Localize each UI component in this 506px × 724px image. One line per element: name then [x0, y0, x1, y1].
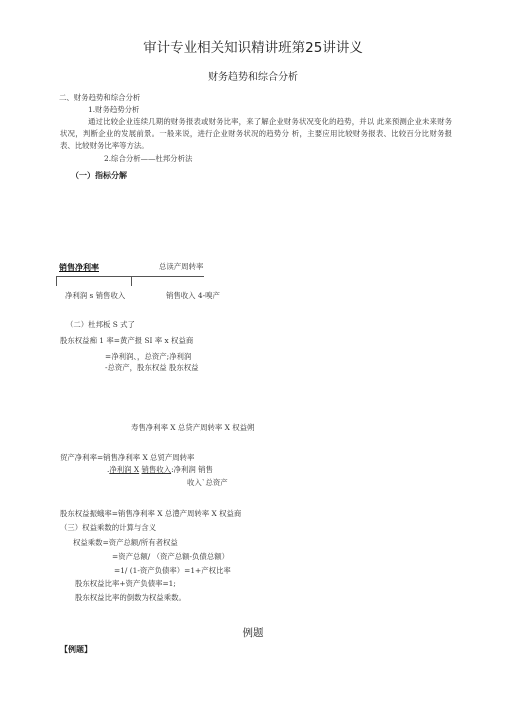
- subsection-indicator-decomposition: （一）指标分解: [71, 170, 127, 180]
- roa-line2-part-b: 销售收入: [141, 465, 172, 474]
- subsection-dupont-formula: （二）杜邦板 S 式了: [66, 320, 135, 329]
- net-margin-label: 销售净利率: [59, 262, 99, 272]
- subsection-equity-multiplier: （三）权益乘数的计算与含义: [60, 523, 157, 532]
- equity-multiplier-line3: =1/ (1-资产负债率）=1+产权比率: [114, 566, 231, 575]
- roe-formula-line3: -总资产，股东权益 股东权益: [105, 363, 199, 372]
- turnover-formula: 销售收入 4-嗅产: [166, 291, 220, 300]
- tree-horizontal-line: [56, 276, 204, 277]
- roa-formula-line3: 收入`总资产: [187, 478, 228, 487]
- equity-multiplier-line1: 权益乘数=资产总额/所有者权益: [73, 538, 178, 547]
- roa-line2-part-c: 净利润 销售: [173, 465, 213, 474]
- roe-full-formula: 股东权益振蛾率=销售净利率 X 总澧产周转率 X 权益商: [60, 509, 242, 518]
- asset-turnover-label: 总读产周转率: [159, 262, 204, 271]
- dupont-product-equation: 寿售净利率 X 总贷产周转率 X 权益朔: [131, 423, 255, 432]
- roe-formula-line2: =净利润、，总资产;净利润: [105, 352, 192, 361]
- roa-line2-part-a: 净利润 X: [109, 465, 140, 474]
- example-heading: 例题: [242, 627, 264, 639]
- document-subtitle: 财务趋势和综合分析: [208, 72, 298, 83]
- tree-left-branch: [56, 276, 57, 286]
- equity-multiplier-line5: 股东权益比率的倒数为权益乘数。: [75, 593, 186, 602]
- trend-analysis-paragraph: 通过比较企业连续几期的财务报表或财务比率，来了解企业财务状况变化的趋势，并以 此来预测企业未来财务状况，判断企业的发展前景。一般来说，进行企业财务状况的趋势分 析，主要应用比较财务报表、比较百分比财务报表、比较财务比率等方法。: [60, 117, 452, 150]
- net-margin-formula: 净利润 s 销售收入: [65, 291, 126, 300]
- document-title: 审计专业相关知识精讲班第25讲讲义: [143, 40, 363, 56]
- roa-formula-line2: .净利润 X 销售收入:净利润 销售: [107, 465, 213, 474]
- equity-multiplier-line4: 股东权益比率+资产负债率=1;: [75, 579, 176, 588]
- roe-formula-line1: 股东权益痴 1 率=黄产报 SI 率 x 权益商: [60, 336, 194, 345]
- section-heading-2: 二、财务趋势和综合分析: [59, 93, 141, 102]
- item-heading-1: 1.财务趋势分析: [88, 105, 140, 114]
- example-tag: 【例题】: [60, 644, 92, 654]
- tree-mid-branch: [131, 276, 132, 286]
- roa-formula-line: 贸产净利率=销售净利率 X 总贸产周转率: [60, 453, 195, 462]
- item-heading-2: 2.综合分析——杜邦分析法: [104, 154, 193, 163]
- equity-multiplier-line2: =资产总额/ （资产总额-负债总额）: [112, 552, 229, 561]
